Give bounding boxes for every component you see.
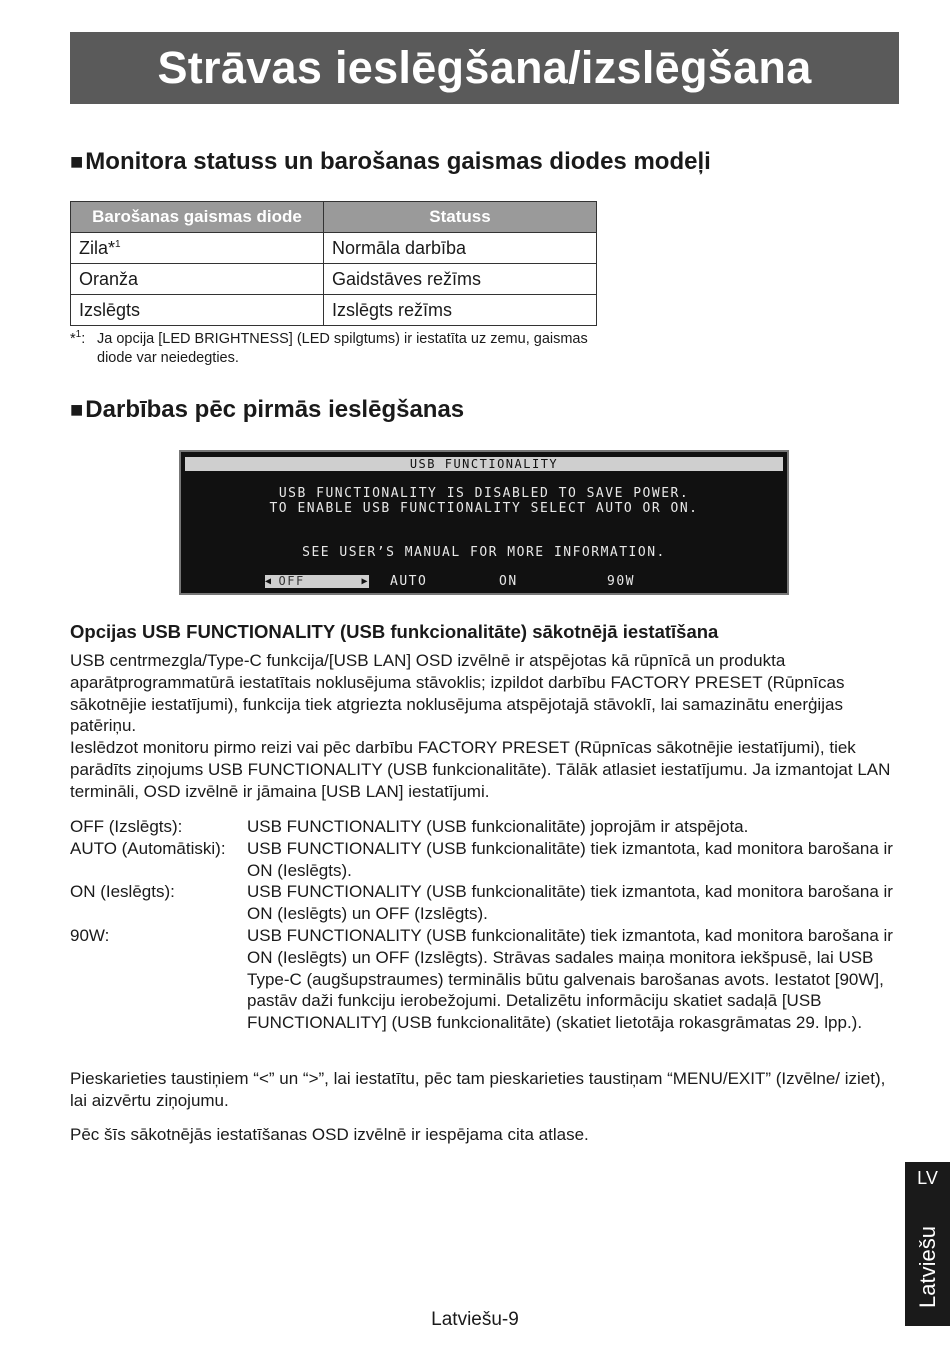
osd-option-auto[interactable]: AUTO bbox=[390, 574, 428, 589]
page-title: Strāvas ieslēgšana/izslēgšana bbox=[157, 42, 812, 93]
section-heading-led-status bbox=[70, 148, 711, 176]
table-row bbox=[71, 233, 597, 264]
osd-message-line: SEE USER’S MANUAL FOR MORE INFORMATION. bbox=[302, 545, 666, 560]
definition-desc: USB FUNCTIONALITY (USB funkcionalitāte) tiek izmantota, kad monitora barošana ir ON (Ieslēgts). bbox=[247, 838, 893, 880]
paragraph-first-power-on: Ieslēdzot monitoru pirmo reizi vai pēc darbību FACTORY PRESET (Rūpnīcas sākotnējie iestatījumi), tiek parādīts ziņojums USB FUNCTIONALITY (USB funkcionalitāte). Tālāk atlasiet iestatījumu. Ja izmantojat LAN termināli, OSD izvēlnē ir jāmaina [USB LAN] iestatījumi. bbox=[70, 738, 891, 801]
footnote-colon: : bbox=[81, 331, 86, 347]
definition-row bbox=[70, 816, 900, 838]
definition-desc: USB FUNCTIONALITY (USB funkcionalitāte) tiek izmantota, kad monitora barošana ir ON (Ieslēgts) un OFF (Izslēgts). bbox=[247, 882, 893, 924]
table-header-status: Statuss bbox=[324, 202, 597, 233]
definition-desc: USB FUNCTIONALITY (USB funkcionalitāte) tiek izmantota, kad monitora barošana ir ON (Ieslēgts) un OFF (Izslēgts). Strāvas sadales maiņa monitora iekšpusē, lai USB Type-C (augšupstraumes) terminālis būtu galvenais barošanas avots. Iestatot [90W], pastāv daži funkciju ierobežojumi. Detalizētu informāciju skatiet sadaļā [USB FUNCTIONALITY] (USB funkcionalitāte) (skatiet lietotāja rokasgrāmatas 29. lpp.). bbox=[247, 925, 893, 1033]
paragraph-default-state: USB centrmezgla/Type-C funkcija/[USB LAN] OSD izvēlnē ir atspējotas kā rūpnīcā un produkta aparātprogrammatūrā iestatītais noklusējuma stāvoklis; izpildot darbību FACTORY PRESET (Rūpnīcas sākotnējie iestatījumi), funkcija tiek atgriezta noklusējuma atspējotajā stāvoklī, lai samazinātu enerģijas patēriņu. bbox=[70, 651, 845, 736]
subheading-usb-functionality: Opcijas USB FUNCTIONALITY (USB funkcionalitāte) sākotnējā iestatīšana bbox=[70, 621, 719, 642]
section-heading-first-power-on bbox=[70, 396, 464, 424]
option-definitions bbox=[70, 816, 900, 1034]
osd-option-90w[interactable]: 90W bbox=[607, 574, 635, 589]
definition-row bbox=[70, 838, 900, 882]
section-heading-text: Monitora statuss un barošanas gaismas diodes modeļi bbox=[85, 148, 711, 175]
definition-row bbox=[70, 925, 900, 1034]
language-side-tab bbox=[905, 1162, 950, 1326]
square-bullet-icon: ■ bbox=[70, 149, 84, 174]
definition-term: OFF (Izslēgts): bbox=[70, 817, 183, 836]
definition-term: AUTO (Automātiski): bbox=[70, 838, 226, 858]
square-bullet-icon: ■ bbox=[70, 397, 84, 422]
footnote-marker bbox=[70, 330, 85, 349]
language-code: LV bbox=[917, 1168, 938, 1188]
page-number: Latviešu-9 bbox=[431, 1309, 519, 1330]
definition-term: ON (Ieslēgts): bbox=[70, 882, 175, 902]
definition-desc: USB FUNCTIONALITY (USB funkcionalitāte) joprojām ir atspējota. bbox=[247, 817, 749, 836]
osd-screenshot bbox=[179, 450, 789, 595]
language-label: Latviešu bbox=[915, 1226, 941, 1308]
table-header-row bbox=[71, 202, 597, 233]
footnote-ref: 1 bbox=[115, 238, 121, 250]
footnote-number: 1 bbox=[75, 329, 82, 341]
osd-option-on[interactable]: ON bbox=[499, 574, 518, 589]
page-title-banner bbox=[70, 32, 899, 104]
definition-term: 90W: bbox=[70, 925, 110, 945]
osd-message-line: USB FUNCTIONALITY IS DISABLED TO SAVE POWER. bbox=[278, 486, 690, 501]
language-label-container bbox=[913, 1212, 943, 1322]
footnote-asterisk: * bbox=[70, 331, 76, 347]
table-row bbox=[71, 264, 597, 295]
osd-option-off-selected[interactable] bbox=[265, 575, 369, 588]
footnote-text: Ja opcija [LED BRIGHTNESS] (LED spilgtums) ir iestatīta uz zemu, gaismas diode var neiedegties. bbox=[97, 331, 588, 366]
table-cell-led: Izslēgts bbox=[71, 295, 324, 326]
table-cell-led bbox=[71, 233, 324, 264]
table-cell-led: Oranža bbox=[71, 264, 324, 295]
osd-message-line: TO ENABLE USB FUNCTIONALITY SELECT AUTO OR ON. bbox=[269, 501, 699, 516]
right-arrow-icon: ▶ bbox=[361, 576, 369, 587]
left-arrow-icon: ◀ bbox=[265, 576, 273, 587]
led-name: Zila* bbox=[79, 237, 116, 258]
led-status-table bbox=[70, 201, 597, 326]
paragraph-key-instructions: Pieskarieties taustiņiem “<” un “>”, lai iestatītu, pēc tam pieskarieties taustiņam “MENU/EXIT” (Izvēlne/ iziet), lai aizvērtu ziņojumu. bbox=[70, 1069, 886, 1110]
table-footnote bbox=[70, 330, 590, 368]
table-row bbox=[71, 295, 597, 326]
osd-option-label: OFF bbox=[278, 574, 305, 588]
table-cell-status: Izslēgts režīms bbox=[324, 295, 597, 326]
section-heading-text: Darbības pēc pirmās ieslēgšanas bbox=[85, 396, 465, 423]
definition-row bbox=[70, 881, 900, 925]
table-cell-status: Gaidstāves režīms bbox=[324, 264, 597, 295]
osd-title-bar: USB FUNCTIONALITY bbox=[185, 457, 783, 471]
table-cell-status: Normāla darbība bbox=[324, 233, 597, 264]
table-header-led: Barošanas gaismas diode bbox=[71, 202, 324, 233]
paragraph-after-setup: Pēc šīs sākotnējās iestatīšanas OSD izvēlnē ir iespējama cita atlase. bbox=[70, 1125, 589, 1144]
